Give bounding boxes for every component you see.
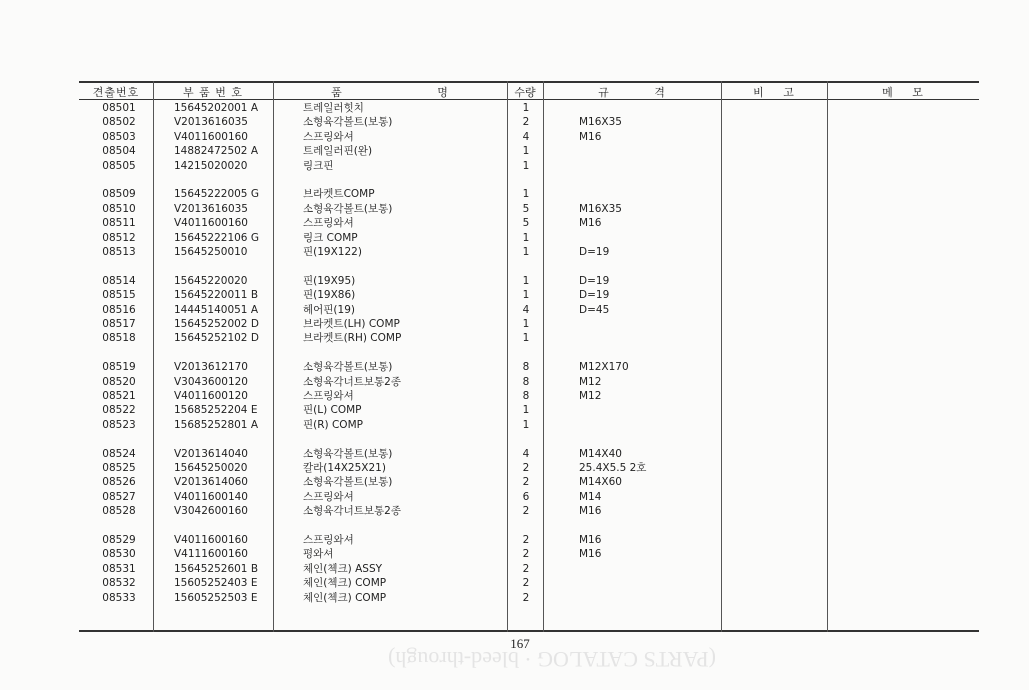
part-number: 15645250020 <box>174 462 248 474</box>
item-number: 08510 <box>102 202 136 215</box>
table-row <box>79 144 979 158</box>
part-name: 소형육각너트보통2종 <box>303 505 401 518</box>
table-row <box>79 403 979 417</box>
specification: D=19 <box>579 246 610 258</box>
part-number: 15685252801 A <box>174 418 259 431</box>
table-row <box>79 274 979 288</box>
table-row <box>79 216 979 230</box>
part-number: 15645222106 G <box>174 231 259 244</box>
item-number: 08501 <box>102 102 136 114</box>
part-name: 소형육각볼트(보통) <box>303 361 393 374</box>
quantity: 8 <box>522 390 530 402</box>
quantity: 1 <box>522 145 530 158</box>
item-number: 08502 <box>102 116 136 129</box>
quantity: 2 <box>522 462 530 474</box>
part-number: V2013612170 <box>174 361 248 374</box>
quantity: 2 <box>522 562 530 575</box>
item-number: 08514 <box>102 274 136 287</box>
part-name: 소형육각너트보통2종 <box>303 375 401 388</box>
part-number: V4011600160 <box>174 534 248 546</box>
part-name: 브라켓트(LH) COMP <box>303 318 400 330</box>
table-row <box>79 115 979 129</box>
quantity: 1 <box>522 289 530 302</box>
quantity: 1 <box>522 332 530 345</box>
quantity: 1 <box>522 159 530 172</box>
part-name: 핀(R) COMP <box>303 418 363 431</box>
item-number: 08527 <box>102 490 136 503</box>
item-number: 08529 <box>102 534 136 546</box>
quantity: 8 <box>522 361 530 374</box>
table-row <box>79 317 979 331</box>
specification: M12 <box>579 375 602 388</box>
part-number: V4011600120 <box>174 390 248 402</box>
table-row <box>79 231 979 245</box>
specification: M16X35 <box>579 116 622 129</box>
quantity: 1 <box>522 102 530 114</box>
item-number: 08521 <box>102 390 136 402</box>
header-spec: 규 격 <box>598 86 666 99</box>
quantity: 5 <box>522 202 530 215</box>
part-name: 핀(19X95) <box>303 274 356 287</box>
part-number: V4111600160 <box>174 548 248 561</box>
item-number: 08515 <box>102 289 136 302</box>
item-number: 08511 <box>102 217 136 230</box>
part-number: 15605252403 E <box>174 577 258 590</box>
part-name: 칼라(14X25X21) <box>303 462 386 474</box>
quantity: 1 <box>522 188 530 201</box>
item-number: 08531 <box>102 562 136 575</box>
parts-table <box>79 81 979 631</box>
item-number: 08517 <box>102 318 136 330</box>
part-name: 체인(첵크) ASSY <box>303 562 383 575</box>
specification: M14X60 <box>579 476 622 489</box>
part-number: 15645220011 B <box>174 289 259 302</box>
part-number: V4011600160 <box>174 130 248 143</box>
specification: M12X170 <box>579 361 629 374</box>
part-name: 브라켓트COMP <box>303 188 375 201</box>
specification: M14X40 <box>579 447 622 460</box>
item-number: 08509 <box>102 188 136 201</box>
header-qty: 수량 <box>514 86 536 99</box>
specification: M16 <box>579 130 602 143</box>
part-number: 14215020020 <box>174 159 248 172</box>
header-memo: 메 모 <box>882 86 924 99</box>
item-number: 08518 <box>102 332 136 345</box>
part-name: 스프링와셔 <box>303 490 354 503</box>
table-row <box>79 303 979 317</box>
part-name: 스프링와셔 <box>303 217 354 230</box>
table-row <box>79 562 979 576</box>
table-row <box>79 490 979 504</box>
item-number: 08528 <box>102 505 136 518</box>
header-name: 품 명 <box>331 86 449 99</box>
specification: 25.4X5.5 2호 <box>579 462 647 474</box>
quantity: 2 <box>522 476 530 489</box>
part-number: V4011600140 <box>174 490 248 503</box>
item-number: 08526 <box>102 476 136 489</box>
item-number: 08520 <box>102 375 136 388</box>
quantity: 1 <box>522 246 530 258</box>
quantity: 1 <box>522 418 530 431</box>
part-number: 15645220020 <box>174 274 248 287</box>
quantity: 2 <box>522 505 530 518</box>
specification: D=45 <box>579 303 610 316</box>
part-name: 링크 COMP <box>303 231 358 244</box>
specification: M16 <box>579 217 602 230</box>
part-name: 링크핀 <box>303 159 334 172</box>
table-row <box>79 389 979 403</box>
item-number: 08525 <box>102 462 136 474</box>
table-row <box>79 245 979 259</box>
item-number: 08522 <box>102 404 136 417</box>
part-name: 체인(첵크) COMP <box>303 591 387 604</box>
quantity: 2 <box>522 591 530 604</box>
table-top-rule <box>79 81 979 83</box>
item-number: 08503 <box>102 130 136 143</box>
header-part-no: 부 품 번 호 <box>183 86 243 99</box>
specification: M16X35 <box>579 202 622 215</box>
specification: M16 <box>579 548 602 561</box>
table-row <box>79 533 979 547</box>
part-number: 15645252002 D <box>174 318 259 330</box>
table-row <box>79 360 979 374</box>
specification: D=19 <box>579 274 610 287</box>
part-name: 소형육각볼트(보통) <box>303 202 393 215</box>
part-number: V2013614060 <box>174 476 248 489</box>
part-number: 15645252601 B <box>174 562 259 575</box>
table-row <box>79 101 979 115</box>
specification: M14 <box>579 490 602 503</box>
quantity: 4 <box>522 130 530 143</box>
part-number: 14445140051 A <box>174 303 259 316</box>
quantity: 2 <box>522 577 530 590</box>
item-number: 08505 <box>102 159 136 172</box>
table-row <box>79 418 979 432</box>
item-number: 08504 <box>102 145 136 158</box>
quantity: 8 <box>522 375 530 388</box>
table-row <box>79 447 979 461</box>
part-number: 15685252204 E <box>174 404 258 417</box>
table-row <box>79 202 979 216</box>
item-number: 08516 <box>102 303 136 316</box>
part-number: V2013616035 <box>174 116 248 129</box>
table-row <box>79 159 979 173</box>
table-row <box>79 461 979 475</box>
quantity: 2 <box>522 548 530 561</box>
part-name: 소형육각볼트(보통) <box>303 116 393 129</box>
part-name: 핀(19X86) <box>303 289 356 302</box>
quantity: 1 <box>522 318 530 330</box>
item-number: 08533 <box>102 591 136 604</box>
part-number: 15645222005 G <box>174 188 259 201</box>
header-no: 견출번호 <box>92 86 140 99</box>
table-row <box>79 547 979 561</box>
part-name: 핀(19X122) <box>303 246 362 258</box>
part-number: 15645252102 D <box>174 332 259 345</box>
part-name: 헤어핀(19) <box>303 303 355 316</box>
table-row <box>79 591 979 605</box>
table-bottom-rule <box>79 630 979 632</box>
part-name: 브라켓트(RH) COMP <box>303 332 402 345</box>
item-number: 08530 <box>102 548 136 561</box>
part-number: V4011600160 <box>174 217 248 230</box>
bleed-through-text: (PARTS CATALOG · bleed-through) <box>388 647 716 672</box>
item-number: 08519 <box>102 361 136 374</box>
header-remark: 비 고 <box>753 86 795 99</box>
part-name: 소형육각볼트(보통) <box>303 447 393 460</box>
quantity: 1 <box>522 274 530 287</box>
quantity: 5 <box>522 217 530 230</box>
part-number: V3042600160 <box>174 505 248 518</box>
specification: D=19 <box>579 289 610 302</box>
specification: M16 <box>579 505 602 518</box>
part-number: 15645250010 <box>174 246 248 258</box>
quantity: 4 <box>522 303 530 316</box>
part-name: 평와셔 <box>303 548 334 561</box>
quantity: 2 <box>522 116 530 129</box>
table-row <box>79 475 979 489</box>
part-number: V2013614040 <box>174 447 248 460</box>
part-number: 15605252503 E <box>174 591 258 604</box>
table-row <box>79 576 979 590</box>
table-row <box>79 375 979 389</box>
quantity: 4 <box>522 447 530 460</box>
page-number: 167 <box>510 636 530 651</box>
part-number: V3043600120 <box>174 375 248 388</box>
part-name: 스프링와셔 <box>303 130 354 143</box>
part-name: 스프링와셔 <box>303 390 354 402</box>
item-number: 08513 <box>102 246 136 258</box>
specification: M16 <box>579 534 602 546</box>
part-number: V2013616035 <box>174 202 248 215</box>
table-row <box>79 331 979 345</box>
part-name: 트레일러핀(완) <box>303 145 373 158</box>
quantity: 6 <box>522 490 530 503</box>
item-number: 08524 <box>102 447 136 460</box>
table-row <box>79 130 979 144</box>
table-row <box>79 187 979 201</box>
part-number: 14882472502 A <box>174 145 259 158</box>
part-name: 스프링와셔 <box>303 534 354 546</box>
quantity: 2 <box>522 534 530 546</box>
part-name: 체인(첵크) COMP <box>303 577 387 590</box>
part-name: 핀(L) COMP <box>303 404 362 417</box>
quantity: 1 <box>522 404 530 417</box>
part-name: 트레일러힛치 <box>303 102 364 114</box>
item-number: 08523 <box>102 418 136 431</box>
table-row <box>79 504 979 518</box>
part-number: 15645202001 A <box>174 102 259 114</box>
table-row <box>79 288 979 302</box>
specification: M12 <box>579 390 602 402</box>
quantity: 1 <box>522 231 530 244</box>
item-number: 08532 <box>102 577 136 590</box>
part-name: 소형육각볼트(보통) <box>303 476 393 489</box>
item-number: 08512 <box>102 231 136 244</box>
